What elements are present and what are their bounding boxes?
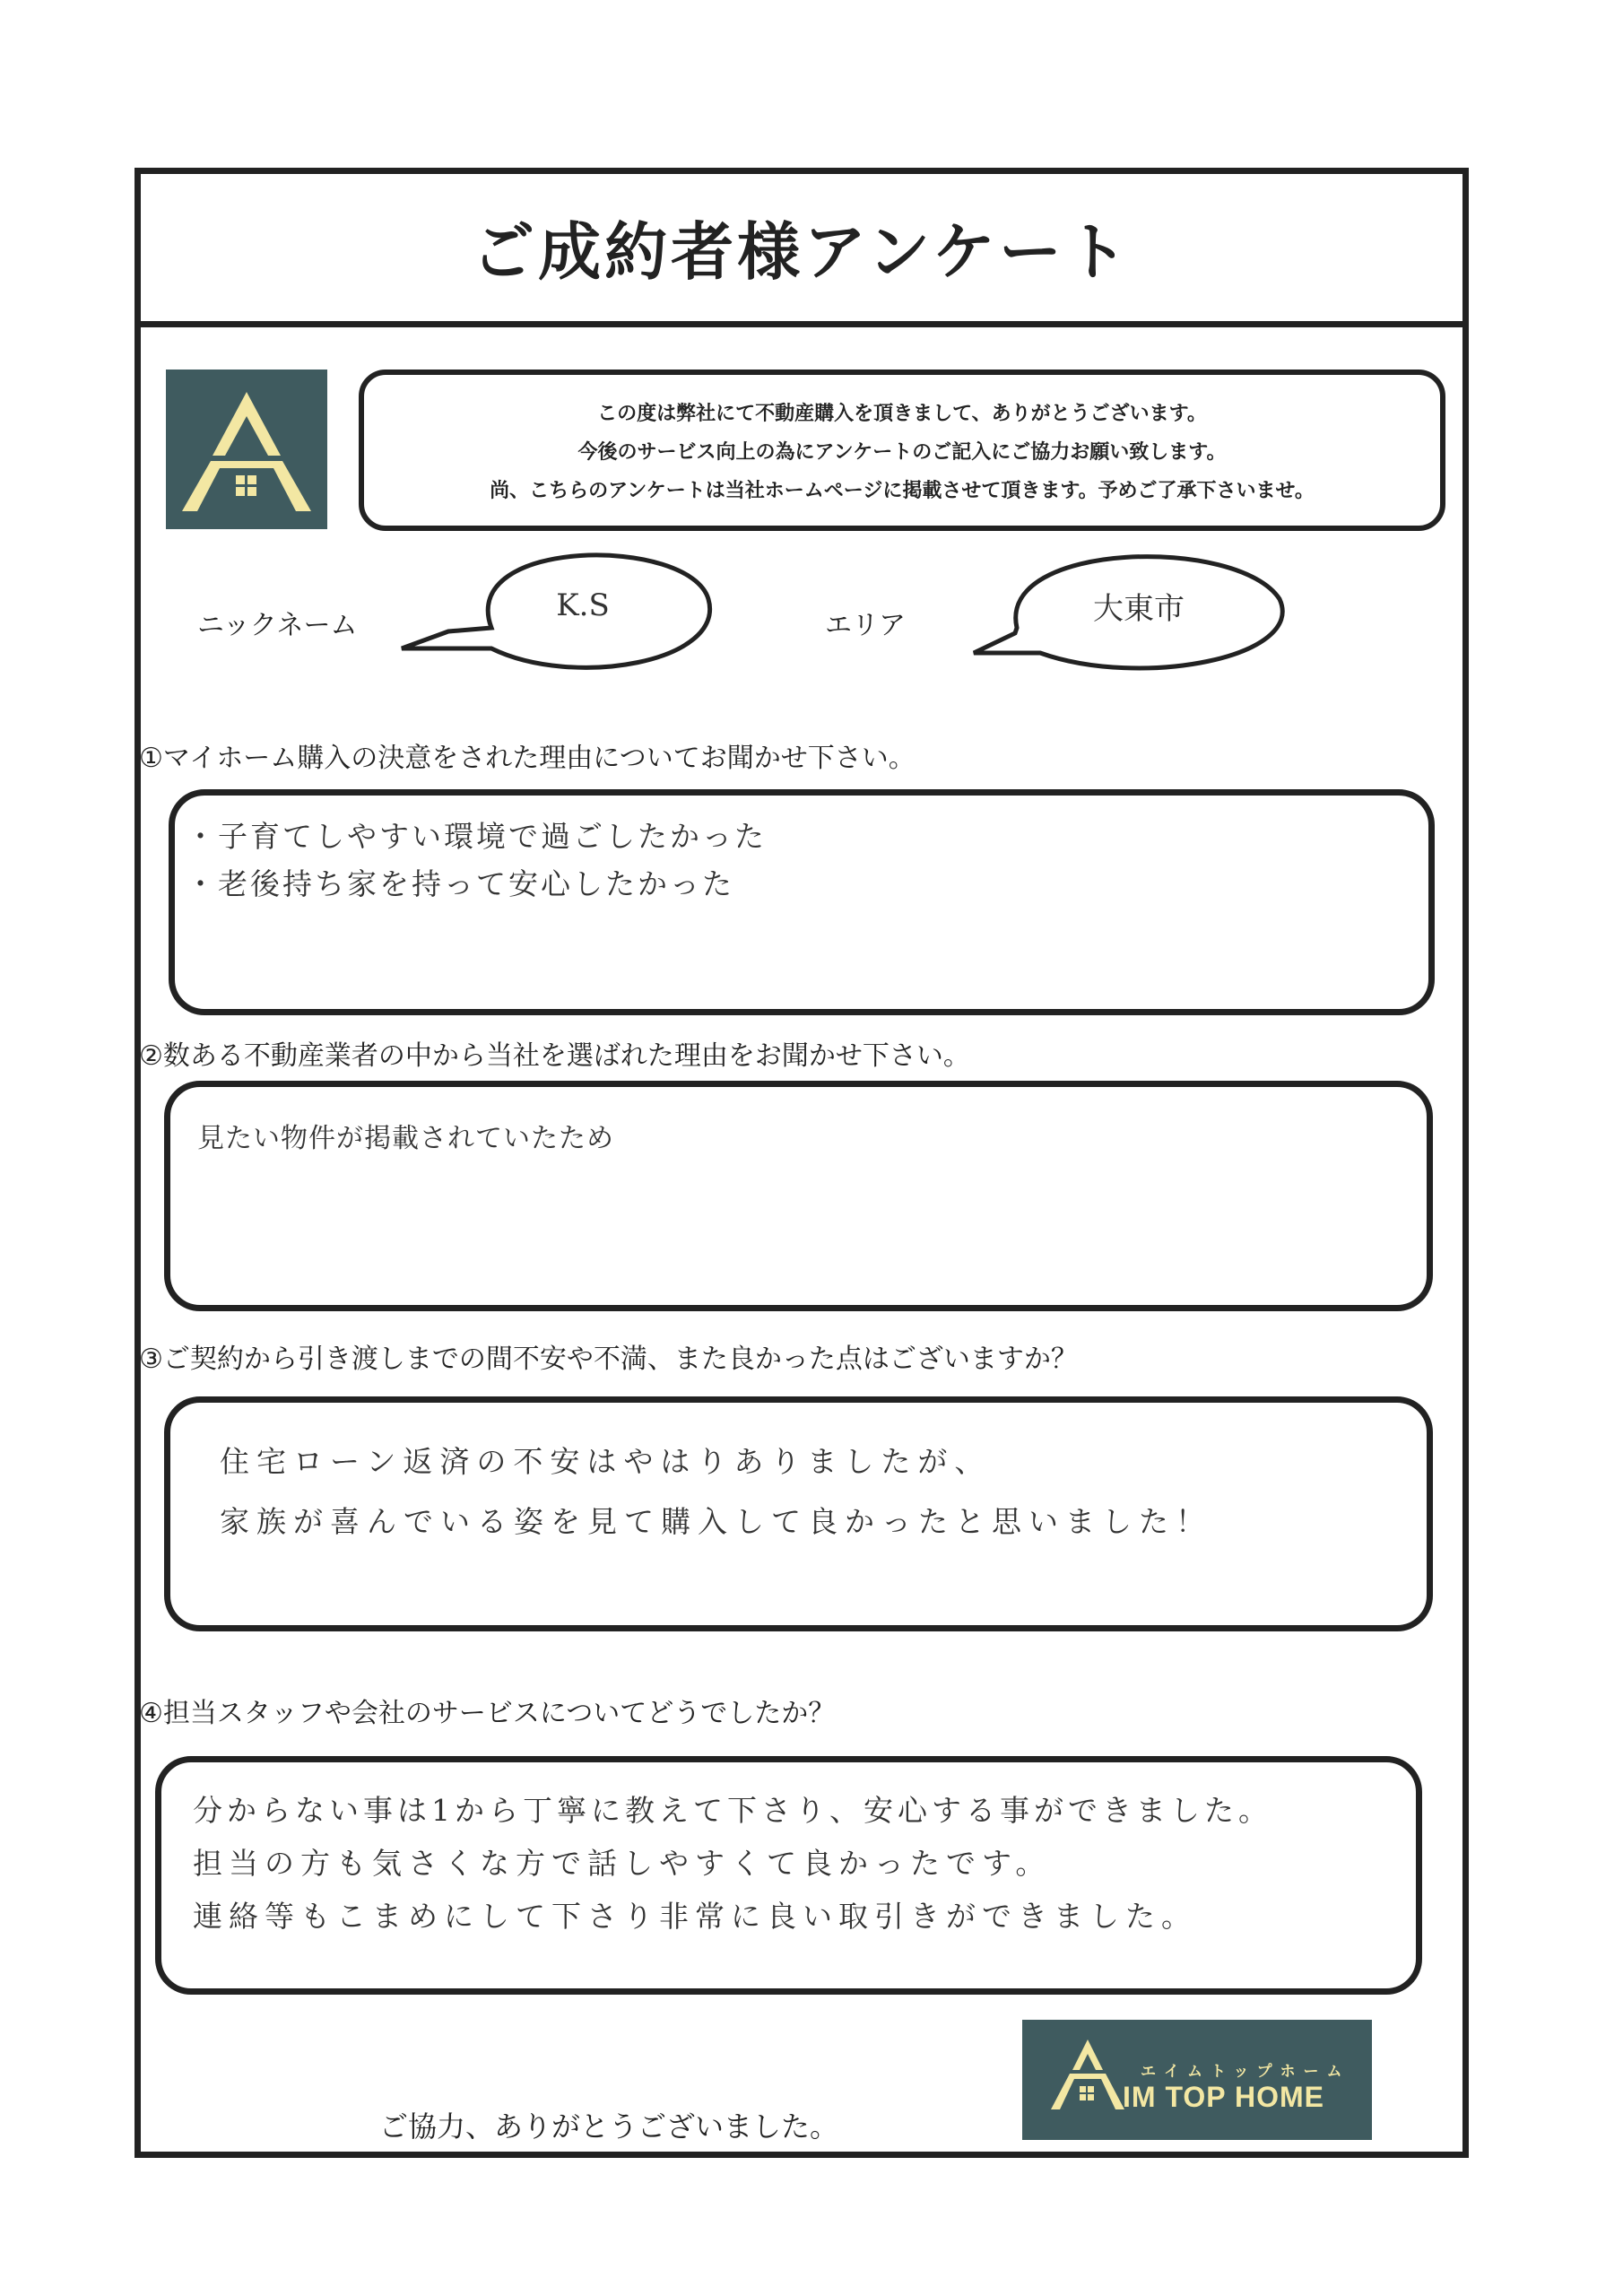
intro-line: 尚、こちらのアンケートは当社ホームページに掲載させて頂きます。予めご了承下さいませ。 <box>490 479 1315 502</box>
footer-thanks: ご協力、ありがとうございました。 <box>379 2109 839 2144</box>
answer-1-box <box>169 789 1435 1015</box>
nickname-label: ニックネーム <box>197 610 358 641</box>
brand-text <box>1123 2058 1350 2114</box>
nickname-value: K.S <box>556 587 610 623</box>
answer-1-text <box>175 796 1428 903</box>
page-title: ご成約者様アンケート <box>472 214 1132 289</box>
intro-message-box <box>359 370 1445 531</box>
brand-kana: エイムトップホーム <box>1141 2063 1350 2081</box>
question-4-label: ④担当スタッフや会社のサービスについてどうでしたか？ <box>139 1698 836 1729</box>
question-1-label: ①マイホーム購入の決意をされた理由についてお聞かせ下さい。 <box>139 743 916 774</box>
answer-line: 家族が喜んでいる姿を見て購入して良かったと思いました！ <box>220 1504 1212 1539</box>
intro-line: この度は弊社にて不動産購入を頂きまして、ありがとうございます。 <box>597 402 1207 425</box>
question-3-label: ③ご契約から引き渡しまでの間不安や不満、また良かった点はございますか？ <box>139 1344 1078 1375</box>
area-value: 大東市 <box>1093 590 1185 627</box>
brand-name: IM TOP HOME <box>1123 2081 1324 2113</box>
answer-2-text <box>170 1087 1427 1155</box>
answer-line: ・老後持ち家を持って安心したかった <box>186 866 734 901</box>
answer-4-box <box>155 1756 1422 1995</box>
house-a-logo-icon <box>166 370 327 529</box>
question-2-label: ②数ある不動産業者の中から当社を選ばれた理由をお聞かせ下さい。 <box>139 1040 970 1072</box>
company-logo <box>166 370 327 529</box>
title-divider <box>135 321 1469 327</box>
answer-3-box <box>164 1396 1433 1631</box>
answer-line: 住宅ローン返済の不安はやはりありましたが、 <box>220 1444 992 1479</box>
answer-line: 担当の方も気さくな方で話しやすくて良かったです。 <box>193 1846 1052 1881</box>
answer-line: 分からない事は1から丁寧に教えて下さり、安心する事ができました。 <box>193 1793 1272 1828</box>
answer-line: 見たい物件が掲載されていたため <box>197 1123 614 1154</box>
answer-4-text <box>161 1762 1416 1935</box>
answer-3-text <box>170 1403 1427 1541</box>
answer-line: 連絡等もこまめにして下さり非常に良い取引きができました。 <box>193 1899 1197 1934</box>
area-label: エリア <box>825 610 906 641</box>
answer-line: ・子育てしやすい環境で過ごしたかった <box>186 819 767 854</box>
brand-logo <box>1022 2020 1372 2140</box>
intro-line: 今後のサービス向上の為にアンケートのご記入にご協力お願い致します。 <box>577 440 1227 464</box>
house-a-logo-icon <box>1047 2020 1128 2140</box>
answer-2-box <box>164 1081 1433 1311</box>
